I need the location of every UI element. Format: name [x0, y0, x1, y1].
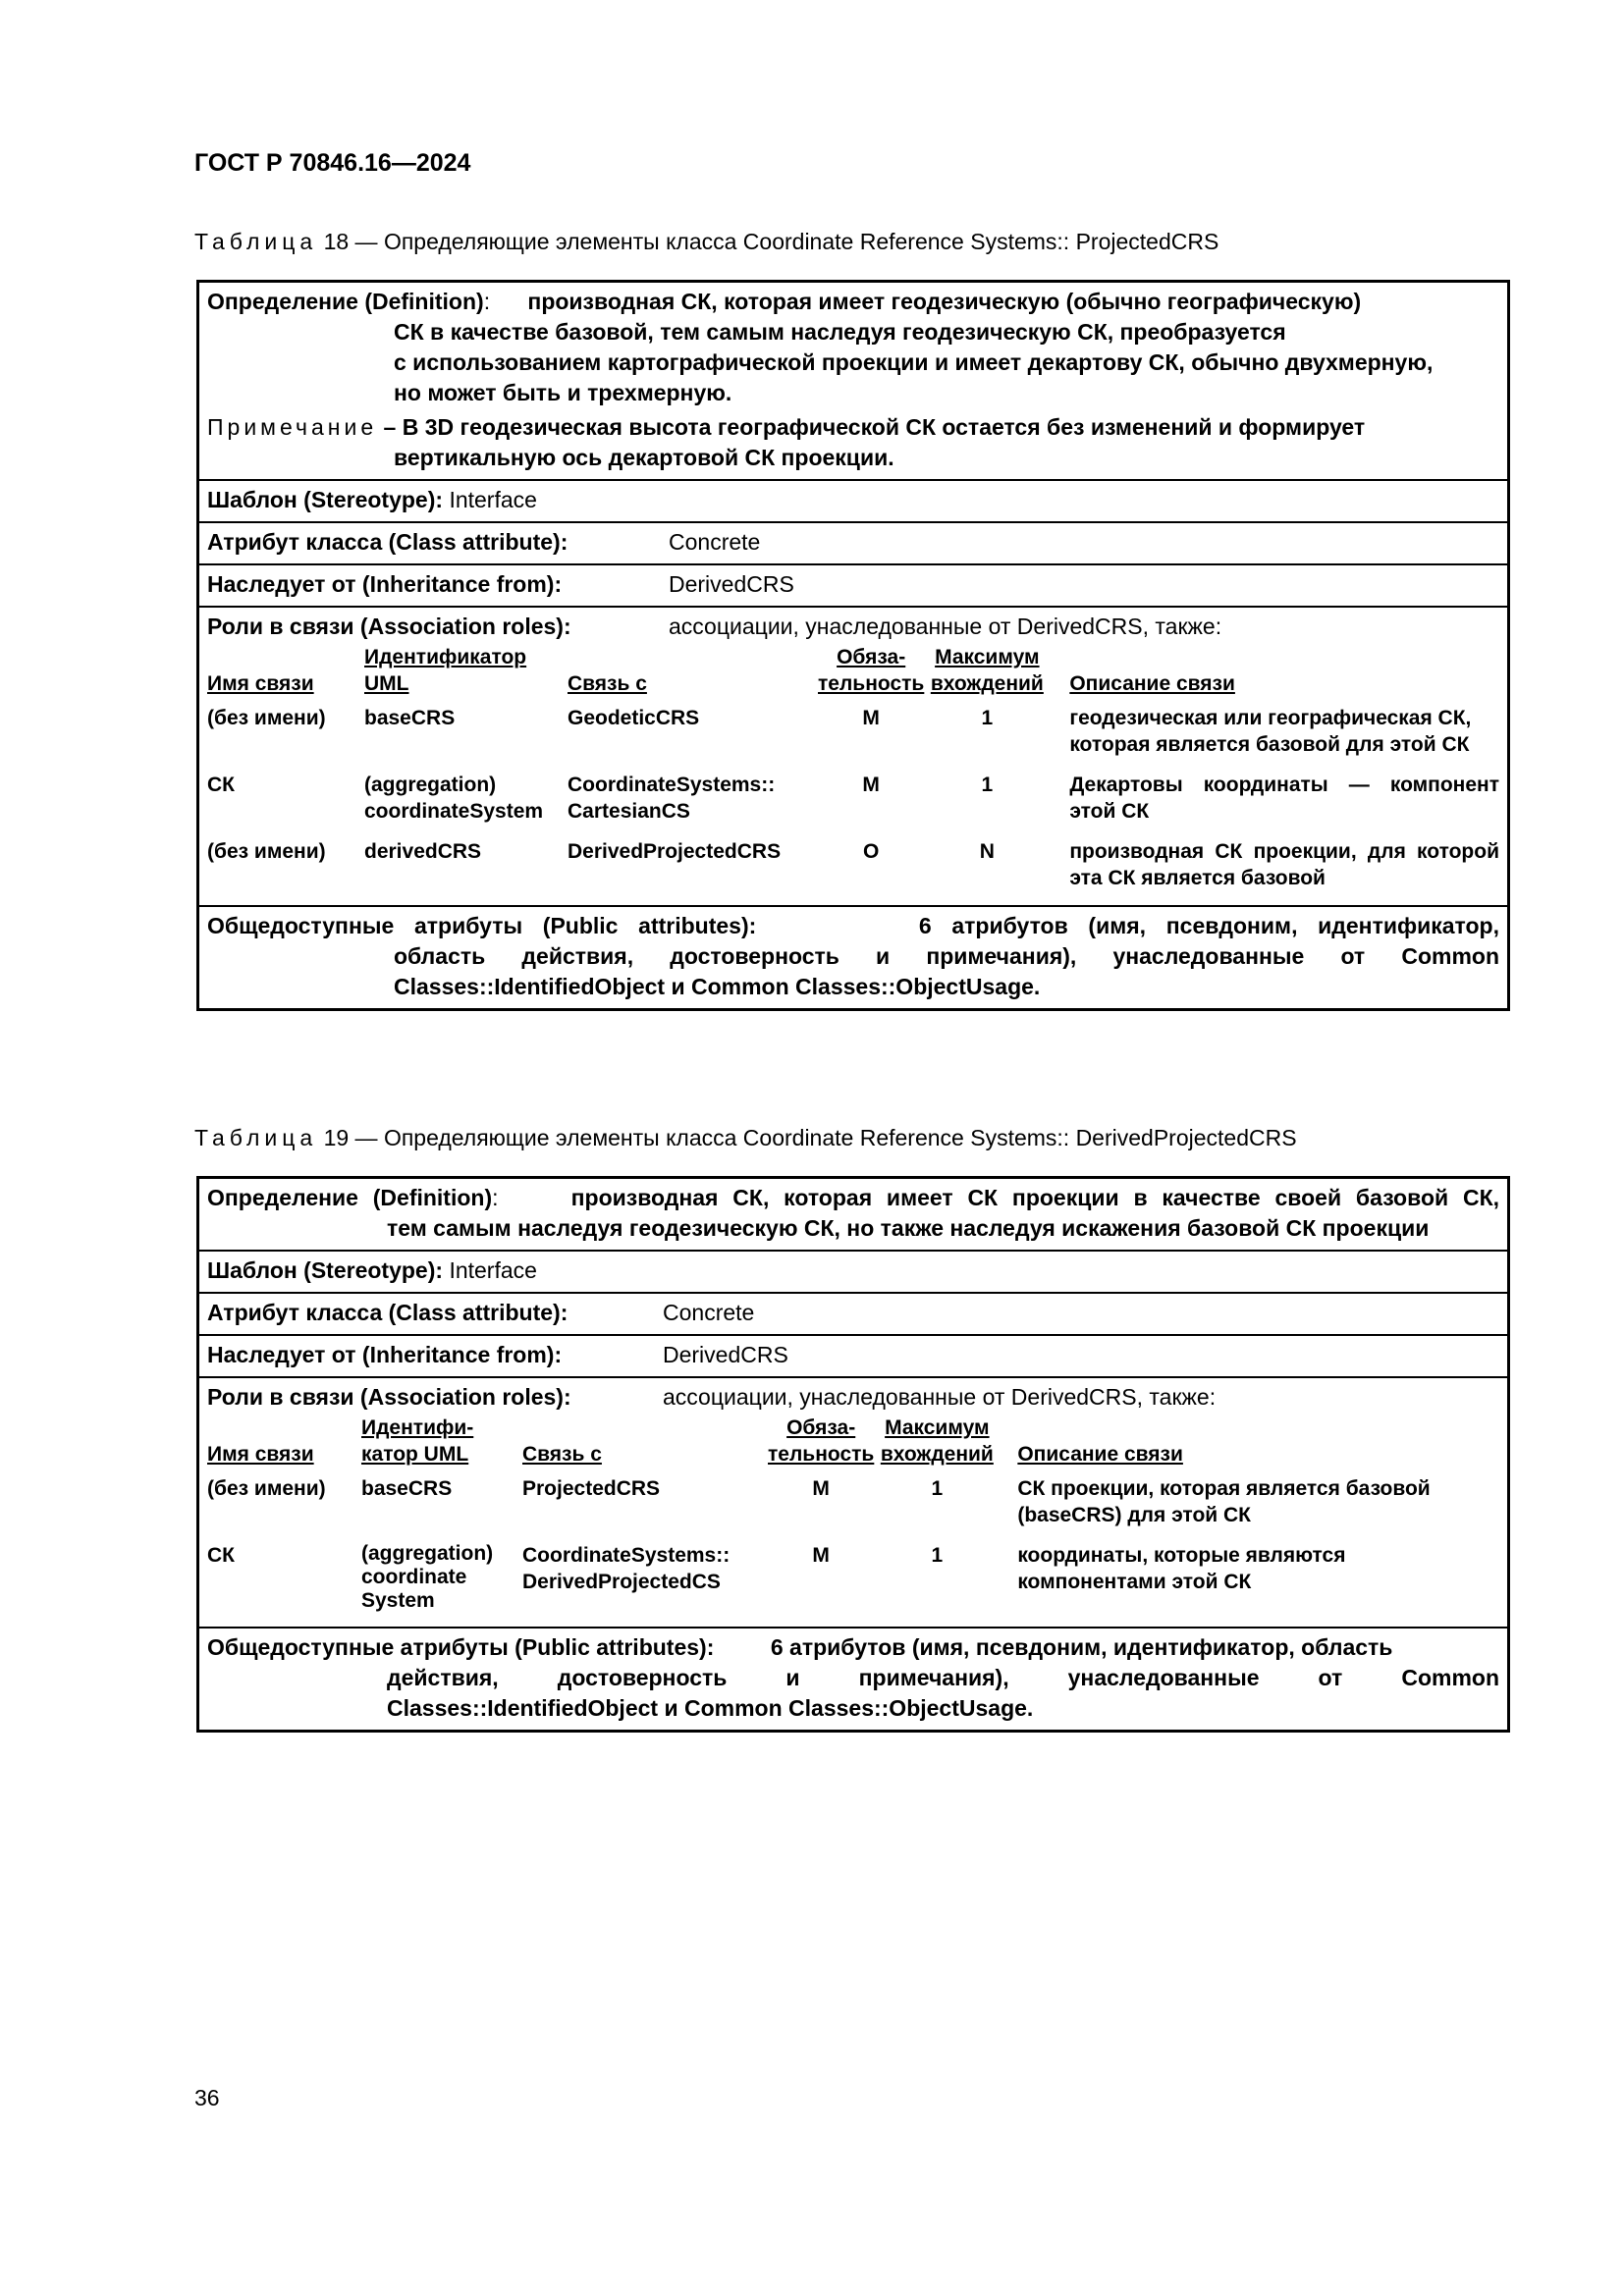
- cell-to: CoordinateSystems:: CartesianCS: [568, 774, 776, 823]
- page-number: 36: [194, 2085, 220, 2110]
- table18-col-max: Максимум вхождений: [930, 646, 1044, 695]
- cell-max: 1: [981, 707, 994, 729]
- cell-desc: координаты, которые являются компонентами этой СК: [1017, 1544, 1346, 1593]
- cell-max: 1: [931, 1477, 944, 1500]
- table19-stereotype-row: Шаблон (Stereotype): Interface: [199, 1252, 1507, 1294]
- table18: [196, 280, 1510, 1011]
- table18-definition-label: Определение (Definition): [207, 289, 484, 314]
- table19-inherit-value: DerivedCRS: [663, 1342, 788, 1367]
- table-row: [207, 1469, 1499, 1536]
- cell-to: ProjectedCRS: [522, 1477, 661, 1500]
- table18-definition-first: производная СК, которая имеет геодезическую (обычно географическую): [527, 289, 1362, 314]
- cell-uml: (aggregation) coordinate System: [361, 1542, 494, 1612]
- cell-desc: Декартовы координаты — компонент этой СК: [1069, 774, 1499, 823]
- table18-col-uml: Идентификатор UML: [364, 646, 527, 695]
- cell-req: M: [812, 1544, 830, 1567]
- cell-to: DerivedProjectedCRS: [568, 840, 782, 863]
- table-row: [207, 1536, 1499, 1621]
- table19-col-max: Максимум вхождений: [880, 1416, 994, 1466]
- table18-definition-row: [199, 283, 1507, 481]
- table19-public-third: Classes::IdentifiedObject и Common Classes::ObjectUsage.: [387, 1695, 1034, 1721]
- table19-col-name: Имя связи: [207, 1443, 314, 1466]
- cell-name: (без имени): [207, 707, 326, 729]
- cell-desc: производная СК проекции, для которой эта СК является базовой: [1069, 840, 1499, 889]
- table18-roles-table: [207, 644, 1499, 899]
- document-header: ГОСТ Р 70846.16—2024: [194, 149, 471, 177]
- table19-class-attr-row: [199, 1294, 1507, 1336]
- cell-uml: derivedCRS: [364, 840, 482, 863]
- table19-definition-first: производная СК, которая имеет СК проекции в качестве своей базовой СК,: [570, 1185, 1499, 1210]
- table18-roles-label: Роли в связи (Association roles): [207, 614, 564, 639]
- table19-stereotype-label: Шаблон (Stereotype): [207, 1257, 436, 1283]
- table18-class-attr-label: Атрибут класса (Class attribute):: [207, 529, 568, 555]
- table18-stereotype-row: Шаблон (Stereotype): Interface: [199, 481, 1507, 523]
- table18-definition-line-3: но может быть и трехмерную.: [394, 380, 732, 405]
- table18-note-label: Примечание: [207, 414, 378, 440]
- cell-name: (без имени): [207, 1477, 326, 1500]
- table19-public-row: [199, 1629, 1507, 1730]
- table19-class-attr-value: Concrete: [663, 1300, 755, 1325]
- table18-roles-header: [207, 644, 1499, 699]
- table19-caption-prefix: Таблица: [194, 1125, 318, 1150]
- table18-col-req: Обяза- тельность: [818, 646, 925, 695]
- table19-roles-row: [199, 1378, 1507, 1629]
- table19-col-to: Связь с: [522, 1443, 602, 1466]
- table19-public-second: действия, достоверность и примечания), унаследованные от Common: [387, 1665, 1499, 1690]
- table19-caption: [194, 1125, 1297, 1151]
- cell-req: M: [812, 1477, 830, 1500]
- table18-class-attr-value: Concrete: [669, 529, 761, 555]
- cell-uml: (aggregation) coordinateSystem: [364, 774, 544, 823]
- table18-inherit-value: DerivedCRS: [669, 571, 794, 597]
- cell-req: O: [862, 840, 880, 863]
- table18-note-first: – В 3D геодезическая высота географической СК остается без изменений и формирует: [377, 414, 1366, 440]
- cell-max: 1: [981, 774, 994, 796]
- table18-public-third: Classes::IdentifiedObject и Common Classes::ObjectUsage.: [394, 974, 1041, 999]
- table18-public-label: Общедоступные атрибуты (Public attributes): [207, 913, 749, 938]
- table18-class-attr-row: [199, 523, 1507, 565]
- table18-note-second: вертикальную ось декартовой СК проекции.: [394, 445, 894, 470]
- table-row: [207, 699, 1499, 766]
- table18-definition-first-line: Определение (Definition): производная СК, которая имеет геодезическую (обычно географическую): [207, 289, 1362, 314]
- table19-caption-text: 19 — Определяющие элементы класса Coordinate Reference Systems:: DerivedProjectedCRS: [317, 1125, 1297, 1150]
- table19-definition-label: Определение (Definition): [207, 1185, 493, 1210]
- table19: [196, 1176, 1510, 1733]
- table18-public-first-line: Общедоступные атрибуты (Public attributes): 6 атрибутов (имя, псевдоним, идентификатор,: [207, 913, 1499, 938]
- table18-public-first: 6 атрибутов (имя, псевдоним, идентификатор,: [918, 913, 1499, 938]
- table18-caption-text: 18 — Определяющие элементы класса Coordinate Reference Systems:: ProjectedCRS: [317, 229, 1219, 254]
- cell-name: СК: [207, 1544, 235, 1567]
- table19-roles-value: ассоциации, унаследованные от DerivedCRS, также:: [663, 1384, 1217, 1410]
- table18-definition-line-2: с использованием картографической проекции и имеет декартову СК, обычно двухмерную,: [394, 349, 1434, 375]
- table18-roles-value: ассоциации, унаследованные от DerivedCRS, также:: [669, 614, 1222, 639]
- cell-desc: СК проекции, которая является базовой (baseCRS) для этой СК: [1017, 1477, 1431, 1526]
- table19-public-first-line: Общедоступные атрибуты (Public attributes): 6 атрибутов (имя, псевдоним, идентификатор, область: [207, 1634, 1393, 1660]
- table-row: [207, 766, 1499, 832]
- table18-caption: [194, 229, 1218, 255]
- cell-desc: геодезическая или географическая СК, которая является базовой для этой СК: [1069, 707, 1472, 756]
- table18-public-row: [199, 907, 1507, 1008]
- cell-uml: baseCRS: [364, 707, 456, 729]
- cell-name: (без имени): [207, 840, 326, 863]
- table19-roles-label: Роли в связи (Association roles): [207, 1384, 564, 1410]
- table18-inherit-row: [199, 565, 1507, 608]
- cell-to: GeodeticCRS: [568, 707, 700, 729]
- table19-inherit-label: Наследует от (Inheritance from):: [207, 1342, 563, 1367]
- table19-public-first: 6 атрибутов (имя, псевдоним, идентификатор, область: [770, 1634, 1393, 1660]
- table18-public-second: область действия, достоверность и примечания), унаследованные от Common: [394, 943, 1499, 969]
- table19-definition-row: [199, 1179, 1507, 1252]
- table19-stereotype-value: Interface: [449, 1257, 537, 1283]
- table19-col-uml: Идентифи- катор UML: [361, 1416, 474, 1466]
- table19-public-label: Общедоступные атрибуты (Public attributes): [207, 1634, 707, 1660]
- table18-roles-heading: Роли в связи (Association roles): ассоциации, унаследованные от DerivedCRS, также:: [207, 612, 1499, 642]
- table19-roles-header: [207, 1415, 1499, 1469]
- table18-caption-prefix: Таблица: [194, 229, 318, 254]
- table19-roles-table: [207, 1415, 1499, 1621]
- table19-roles-heading: Роли в связи (Association roles): ассоциации, унаследованные от DerivedCRS, также:: [207, 1382, 1499, 1413]
- cell-max: N: [979, 840, 995, 863]
- table19-definition-second: тем самым наследуя геодезическую СК, но также наследуя искажения базовой СК проекции: [387, 1215, 1430, 1241]
- table18-stereotype-label: Шаблон (Stereotype): [207, 487, 436, 512]
- cell-req: M: [862, 774, 880, 796]
- cell-to: CoordinateSystems:: DerivedProjectedCS: [522, 1544, 731, 1593]
- table19-inherit-row: [199, 1336, 1507, 1378]
- table19-col-desc: Описание связи: [1017, 1443, 1183, 1466]
- table18-col-name: Имя связи: [207, 672, 314, 695]
- table18-note: [207, 412, 1499, 443]
- table18-roles-row: [199, 608, 1507, 907]
- table18-stereotype-value: Interface: [449, 487, 537, 512]
- table18-definition-line-1: СК в качестве базовой, тем самым наследуя геодезическую СК, преобразуется: [394, 319, 1286, 345]
- table18-col-desc: Описание связи: [1069, 672, 1235, 695]
- table18-inherit-label: Наследует от (Inheritance from):: [207, 571, 563, 597]
- cell-name: СК: [207, 774, 235, 796]
- table-row: [207, 832, 1499, 899]
- table19-class-attr-label: Атрибут класса (Class attribute):: [207, 1300, 568, 1325]
- cell-uml: baseCRS: [361, 1477, 453, 1500]
- cell-max: 1: [931, 1544, 944, 1567]
- table18-col-to: Связь с: [568, 672, 647, 695]
- table19-col-req: Обяза- тельность: [768, 1416, 875, 1466]
- table19-definition-first-line: Определение (Definition): производная СК, которая имеет СК проекции в качестве своей базовой СК,: [207, 1185, 1499, 1210]
- cell-req: M: [862, 707, 880, 729]
